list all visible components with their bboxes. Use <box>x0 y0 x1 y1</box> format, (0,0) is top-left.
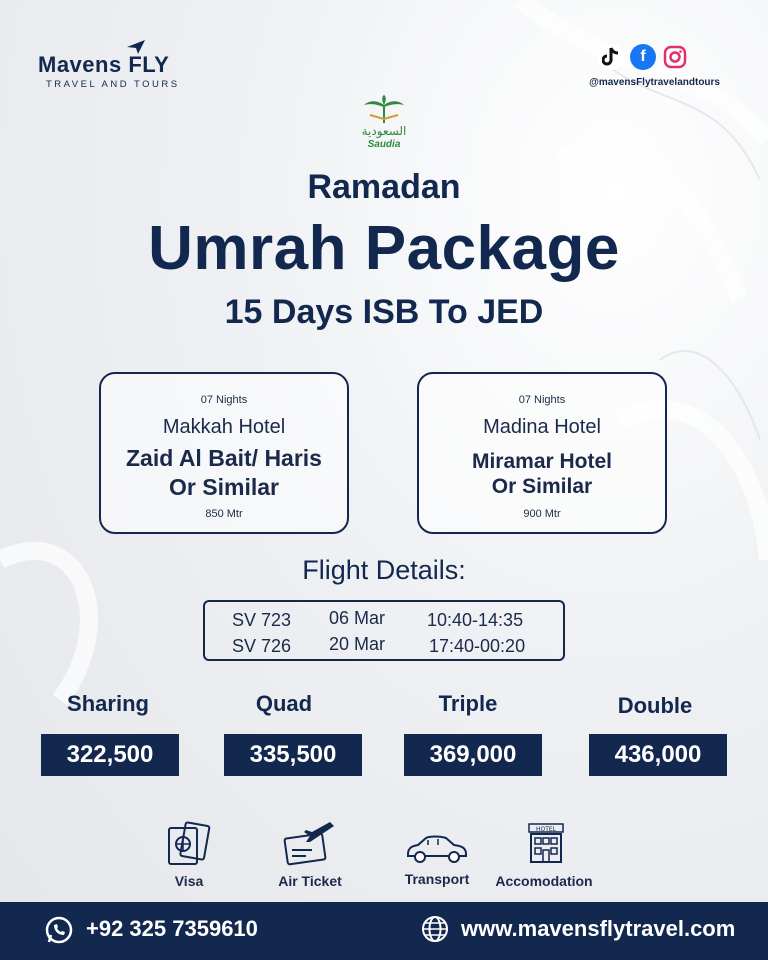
service-visa <box>124 820 254 890</box>
airline-name-arabic: السعودية <box>361 124 407 138</box>
whatsapp-icon[interactable] <box>44 915 74 945</box>
price-sharing: 322,500 <box>41 734 179 776</box>
hotel-city: Madina Hotel <box>483 416 601 438</box>
hotel-name-line1: Zaid Al Bait/ Haris <box>126 445 322 471</box>
price-quad: 335,500 <box>224 734 362 776</box>
footer-phone[interactable]: +92 325 7359610 <box>86 916 258 941</box>
flight-details-heading: Flight Details: <box>302 555 466 585</box>
brand-tagline: TRAVEL AND TOURS <box>46 79 180 90</box>
flight-number: SV 726 <box>232 636 292 656</box>
headline-main: Umrah Package <box>148 214 620 283</box>
hotel-city: Makkah Hotel <box>162 416 286 438</box>
social-icons <box>574 44 714 74</box>
social-handle[interactable]: @mavensFlytravelandtours <box>589 77 720 88</box>
service-label: Transport <box>404 871 470 887</box>
nights-label: 07 Nights <box>200 394 248 406</box>
flight-details-table <box>203 600 565 661</box>
price-double: 436,000 <box>589 734 727 776</box>
hotel-name-line2: Or Similar <box>491 475 593 498</box>
instagram-icon[interactable] <box>662 44 688 70</box>
car-icon <box>404 828 470 868</box>
svg-text:HOTEL: HOTEL <box>535 826 557 833</box>
brand-logo <box>38 38 188 90</box>
headline-pre: Ramadan <box>307 168 461 206</box>
flight-date: 06 Mar <box>329 608 386 628</box>
nights-label: 07 Nights <box>518 394 566 406</box>
price-label-sharing: Sharing <box>67 691 149 716</box>
service-label: Visa <box>174 873 204 889</box>
hotel-name-line2: Or Similar <box>169 474 279 500</box>
tiktok-icon[interactable] <box>598 44 624 70</box>
hotel-distance: 900 Mtr <box>523 508 561 520</box>
hotel-icon <box>526 820 566 866</box>
flight-date: 20 Mar <box>329 634 386 654</box>
passport-icon <box>165 820 213 868</box>
flight-time: 17:40-00:20 <box>429 636 526 656</box>
airline-name: Saudia <box>367 139 401 150</box>
service-air-ticket <box>245 820 375 890</box>
makkah-hotel-card <box>99 372 349 534</box>
facebook-icon[interactable]: f <box>630 44 656 70</box>
flight-time: 10:40-14:35 <box>427 610 524 630</box>
service-accomodation <box>479 820 609 890</box>
airline-logo <box>354 95 414 155</box>
air-ticket-icon <box>282 820 338 868</box>
madina-hotel-card <box>417 372 667 534</box>
brand-name: Mavens FLY <box>38 52 170 77</box>
headline-sub: 15 Days ISB To JED <box>224 293 544 331</box>
flight-number: SV 723 <box>232 610 292 630</box>
palm-icon <box>362 95 406 125</box>
price-label-triple: Triple <box>438 691 498 716</box>
price-label-double: Double <box>617 693 693 718</box>
footer-website[interactable]: www.mavensflytravel.com <box>461 916 736 941</box>
footer-bar <box>0 902 768 960</box>
service-label: Accomodation <box>495 873 593 889</box>
globe-icon <box>420 914 450 944</box>
service-label: Air Ticket <box>278 873 342 889</box>
price-triple: 369,000 <box>404 734 542 776</box>
price-label-quad: Quad <box>255 691 313 716</box>
hotel-name-line1: Miramar Hotel <box>471 450 613 473</box>
hotel-distance: 850 Mtr <box>205 508 243 520</box>
